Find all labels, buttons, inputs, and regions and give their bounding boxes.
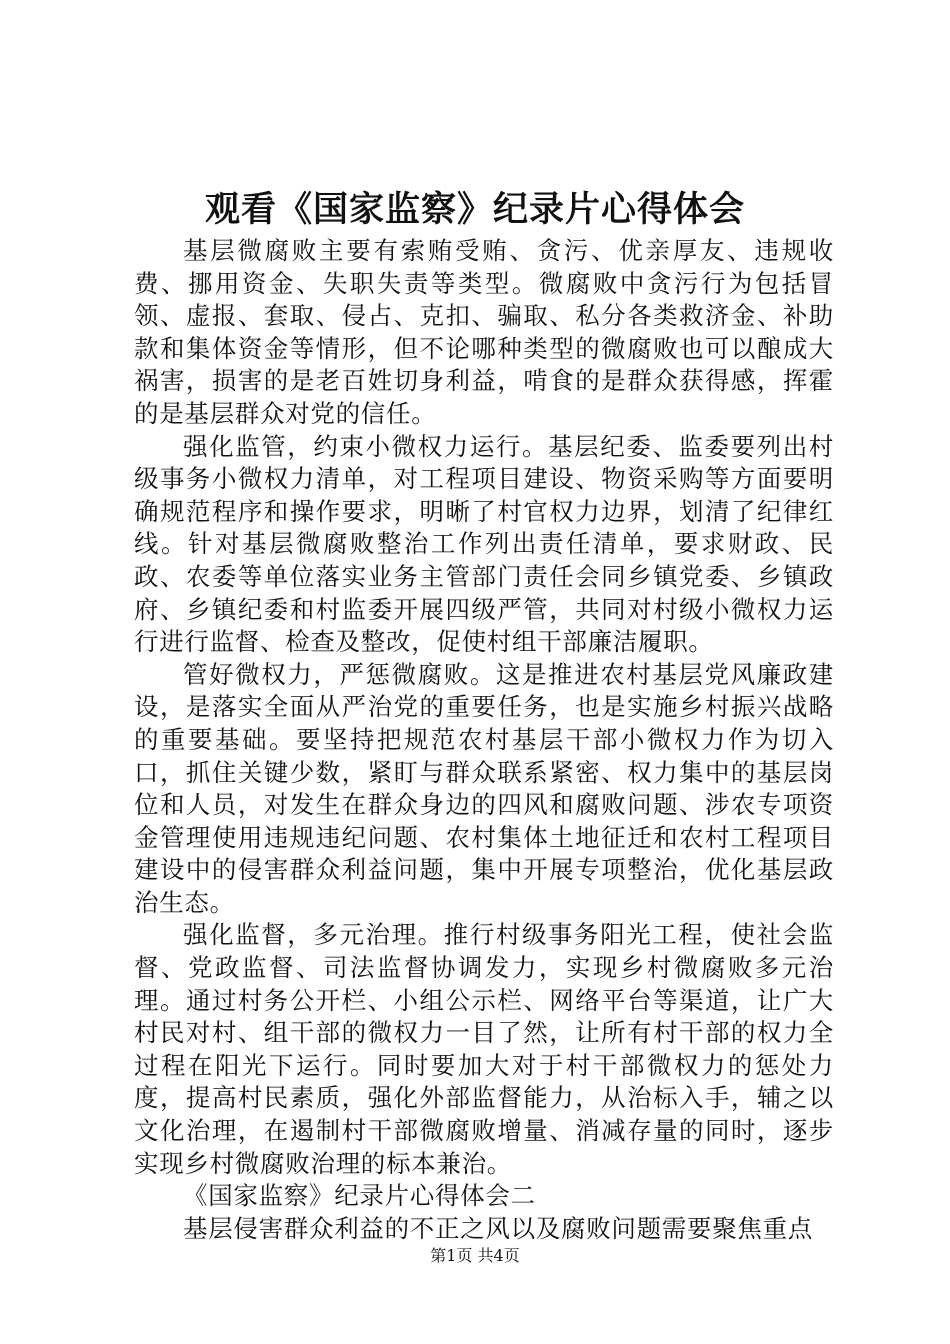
section-heading: 《国家监察》纪录片心得体会二 <box>183 1181 536 1211</box>
page-footer: 第1页 共4页 <box>430 1246 520 1265</box>
paragraph: 强化监督，多元治理。推行村级事务阳光工程，使社会监督、党政监督、司法监督协调发力，实现乡村微腐败多元治理。通过村务公开栏、小组公示栏、网络平台等渠道，让广大村民对村、组干部的微权力一目了然，让所有村干部的权力全过程在阳光下运行。同时要加大对于村干部微权力的惩处力度，提高村民素质，强化外部监督能力，从治标入手，辅之以文化治理，在遏制村干部微腐败增量、消减存量的同时，逐步实现乡村微腐败治理的标本兼治。 <box>134 920 834 1178</box>
document-title: 观看《国家监察》纪录片心得体会 <box>204 190 745 230</box>
document-body <box>134 235 834 1245</box>
paragraph: 管好微权力，严惩微腐败。这是推进农村基层党风廉政建设，是落实全面从严治党的重要任务，也是实施乡村振兴战略的重要基础。要坚持把规范农村基层干部小微权力作为切入口，抓住关键少数，紧盯与群众联系紧密、权力集中的基层岗位和人员，对发生在群众身边的四风和腐败问题、涉农专项资金管理使用违规违纪问题、农村集体土地征迁和农村工程项目建设中的侵害群众利益问题，集中开展专项整治，优化基层政治生态。 <box>134 659 834 917</box>
paragraph: 基层侵害群众利益的不正之风以及腐败问题需要聚焦重点 <box>183 1213 813 1243</box>
paragraph: 基层微腐败主要有索贿受贿、贪污、优亲厚友、违规收费、挪用资金、失职失责等类型。微腐败中贪污行为包括冒领、虚报、套取、侵占、克扣、骗取、私分各类救济金、补助款和集体资金等情形，但不论哪种类型的微腐败也可以酿成大祸害，损害的是老百姓切身利益，啃食的是群众获得感，挥霍的是基层群众对党的信任。 <box>134 236 834 428</box>
paragraph: 强化监管，约束小微权力运行。基层纪委、监委要列出村级事务小微权力清单，对工程项目建设、物资采购等方面要明确规范程序和操作要求，明晰了村官权力边界，划清了纪律红线。针对基层微腐败整治工作列出责任清单，要求财政、民政、农委等单位落实业务主管部门责任会同乡镇党委、乡镇政府、乡镇纪委和村监委开展四级严管，共同对村级小微权力运行进行监督、检查及整改，促使村组干部廉洁履职。 <box>134 431 834 657</box>
